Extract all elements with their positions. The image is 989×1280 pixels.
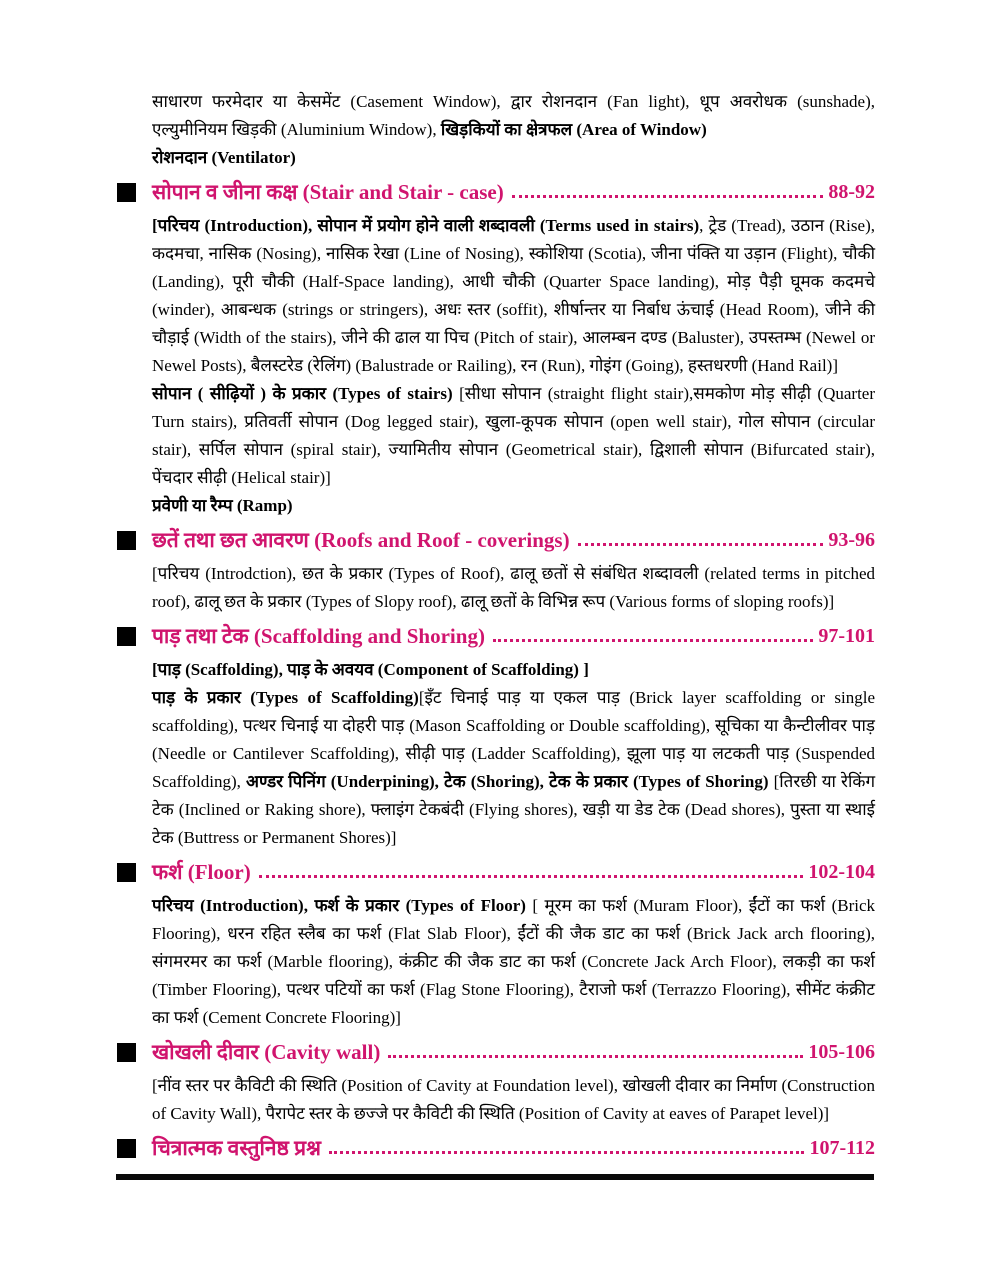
section-title: खोखली दीवार (Cavity wall): [152, 1040, 381, 1064]
dotted-leader: [259, 875, 804, 878]
toc-section-heading: [117, 623, 875, 649]
bold-text-run: [परिचय (Introduction), सोपान में प्रयोग होने वाली शब्दावली (Terms used in stairs): [152, 216, 700, 235]
section-title: फर्श (Floor): [152, 860, 251, 884]
section-title: सोपान व जीना कक्ष (Stair and Stair - case): [152, 180, 504, 204]
text-run: [सीधा सोपान (straight flight stair),समकोण मोड़ सीढ़ी (Quarter Turn stairs), प्रतिवर्ती सोपान (Dog legged stair), खुला-कूपक सोपान (open well stair), गोल सोपान (circular stair), सर्पिल सोपान (spiral stair), ज्यामितीय सोपान (Geometrical stair), द्विशाली सोपान (Bifurcated stair), पेंचदार सीढ़ी (Helical stair)]: [152, 384, 876, 487]
section-title: छतें तथा छत आवरण (Roofs and Roof - coverings): [152, 528, 570, 552]
text-run: [परिचय (Introdction), छत के प्रकार (Types of Roof), ढालू छतों से संबंधित शब्दावली (related terms in pitched roof), ढालू छत के प्रकार (Types of Slopy roof), ढालू छतों के विभिन्न रूप (Various forms of sloping roofs)]: [152, 564, 875, 611]
page-range: 93-96: [828, 529, 875, 551]
toc-paragraph: [152, 1072, 875, 1128]
dotted-leader: [329, 1151, 804, 1154]
bullet-square-icon: [117, 1139, 136, 1158]
dotted-leader: [493, 639, 813, 642]
page-range: 88-92: [828, 181, 875, 203]
page-range: 97-101: [818, 625, 875, 647]
dotted-leader: [512, 195, 824, 198]
toc-paragraph: [152, 684, 875, 852]
bullet-square-icon: [117, 863, 136, 882]
bold-text-run: खिड़कियों का क्षेत्रफल (Area of Window): [440, 120, 707, 139]
text-run: साधारण फरमेदार या केसमेंट (Casement Window), द्वार रोशनदान (Fan light), धूप अवरोधक (sunshade), एल्युमीनियम खिड़की (Aluminium Window),: [152, 92, 875, 139]
toc-paragraph: [152, 492, 875, 520]
bullet-square-icon: [117, 531, 136, 550]
page-range: 102-104: [808, 861, 875, 883]
toc-paragraph: [152, 88, 875, 144]
toc-section-heading: [117, 859, 875, 885]
text-run: , ट्रेड (Tread), उठान (Rise), कदमचा, नासिक (Nosing), नासिक रेखा (Line of Nosing), स्कोशिया (Scotia), जीना पंक्ति या उड़ान (Flight), चौकी (Landing), पूरी चौकी (Half-Space landing), आधी चौकी (Quarter Space landing), मोड़ पैड़ी घूमक कदमचे (winder), आबन्धक (strings or stringers), अधः स्तर (soffit), शीर्षान्तर या निर्बाध ऊंचाई (Head Room), जीने की चौड़ाई (Width of the stairs), जीने की ढाल या पिच (Pitch of stair), आलम्बन दण्ड (Baluster), उपस्तम्भ (Newel or Newel Posts), बैलस्टरेड (रेलिंग) (Balustrade or Railing), रन (Run), गोइंग (Going), हस्तधरणी (Hand Rail)]: [152, 216, 875, 375]
toc-paragraph: [152, 144, 875, 172]
bold-text-run: सोपान ( सीढ़ियों ) के प्रकार (Types of stairs): [152, 384, 460, 403]
toc-paragraph: [152, 892, 875, 1032]
bullet-square-icon: [117, 1043, 136, 1062]
bold-text-run: अण्डर पिनिंग (Underpining), टेक (Shoring), टेक के प्रकार (Types of Shoring): [246, 772, 774, 791]
bold-text-run: [पाड़ (Scaffolding), पाड़ के अवयव (Component of Scaffolding) ]: [152, 660, 589, 679]
dotted-leader: [388, 1055, 803, 1058]
bullet-square-icon: [117, 183, 136, 202]
section-title: पाड़ तथा टेक (Scaffolding and Shoring): [152, 624, 485, 648]
toc-paragraph: [152, 656, 875, 684]
text-run: [नींव स्तर पर कैविटी की स्थिति (Position of Cavity at Foundation level), खोखली दीवार का निर्माण (Construction of Cavity Wall), पैरापेट स्तर के छज्जे पर कैविटी की स्थिति (Position of Cavity at eaves of Parapet level)]: [152, 1076, 875, 1123]
toc-paragraph: [152, 560, 875, 616]
toc-section-heading: [117, 1135, 875, 1161]
toc-section-heading: [117, 179, 875, 205]
toc-section-heading: [117, 1039, 875, 1065]
text-run: [ मूरम का फर्श (Muram Floor), ईंटों का फर्श (Brick Flooring), धरन रहित स्लैब का फर्श (Flat Slab Floor), ईंटों की जैक डाट का फर्श (Brick Jack arch flooring), संगमरमर का फर्श (Marble flooring), कंक्रीट की जैक डाट का फर्श (Concrete Jack Arch Floor), लकड़ी का फर्श (Timber Flooring), पत्थर पटियों का फर्श (Flag Stone Flooring), टैराजो फर्श (Terrazzo Flooring), सीमेंट कंक्रीट का फर्श (Cement Concrete Flooring)]: [152, 896, 876, 1027]
toc-paragraph: [152, 380, 875, 492]
toc-section-heading: [117, 527, 875, 553]
bold-text-run: परिचय (Introduction), फर्श के प्रकार (Types of Floor): [152, 896, 533, 915]
toc-paragraph: [152, 212, 875, 380]
bottom-rule: [116, 1174, 874, 1180]
toc-content: [117, 88, 875, 1168]
bold-text-run: रोशनदान (Ventilator): [152, 148, 296, 167]
text-run: [इँट चिनाई पाड़ या एकल पाड़ (Brick layer scaffolding or single scaffolding), पत्थर चिनाई या दोहरी पाड़ (Mason Scaffolding or Double scaffolding), सूचिका या कैन्टीलीवर पाड़ (Needle or Cantilever Scaffolding), सीढ़ी पाड़ (Ladder Scaffolding), झूला पाड़ या लटकती पाड़ (Suspended Scaffolding),: [152, 688, 875, 791]
dotted-leader: [578, 543, 824, 546]
bold-text-run: प्रवेणी या रैम्प (Ramp): [152, 496, 293, 515]
bullet-square-icon: [117, 627, 136, 646]
section-title: चित्रात्मक वस्तुनिष्ठ प्रश्न: [152, 1136, 321, 1160]
page-range: 105-106: [808, 1041, 875, 1063]
bold-text-run: पाड़ के प्रकार (Types of Scaffolding): [152, 688, 419, 707]
page-range: 107-112: [809, 1137, 875, 1159]
text-run: [तिरछी या रेकिंग टेक (Inclined or Raking shore), फ्लाइंग टेकबंदी (Flying shores), खड़ी या डेड टेक (Dead shores), पुस्ता या स्थाई टेक (Buttress or Permanent Shores)]: [152, 772, 876, 847]
